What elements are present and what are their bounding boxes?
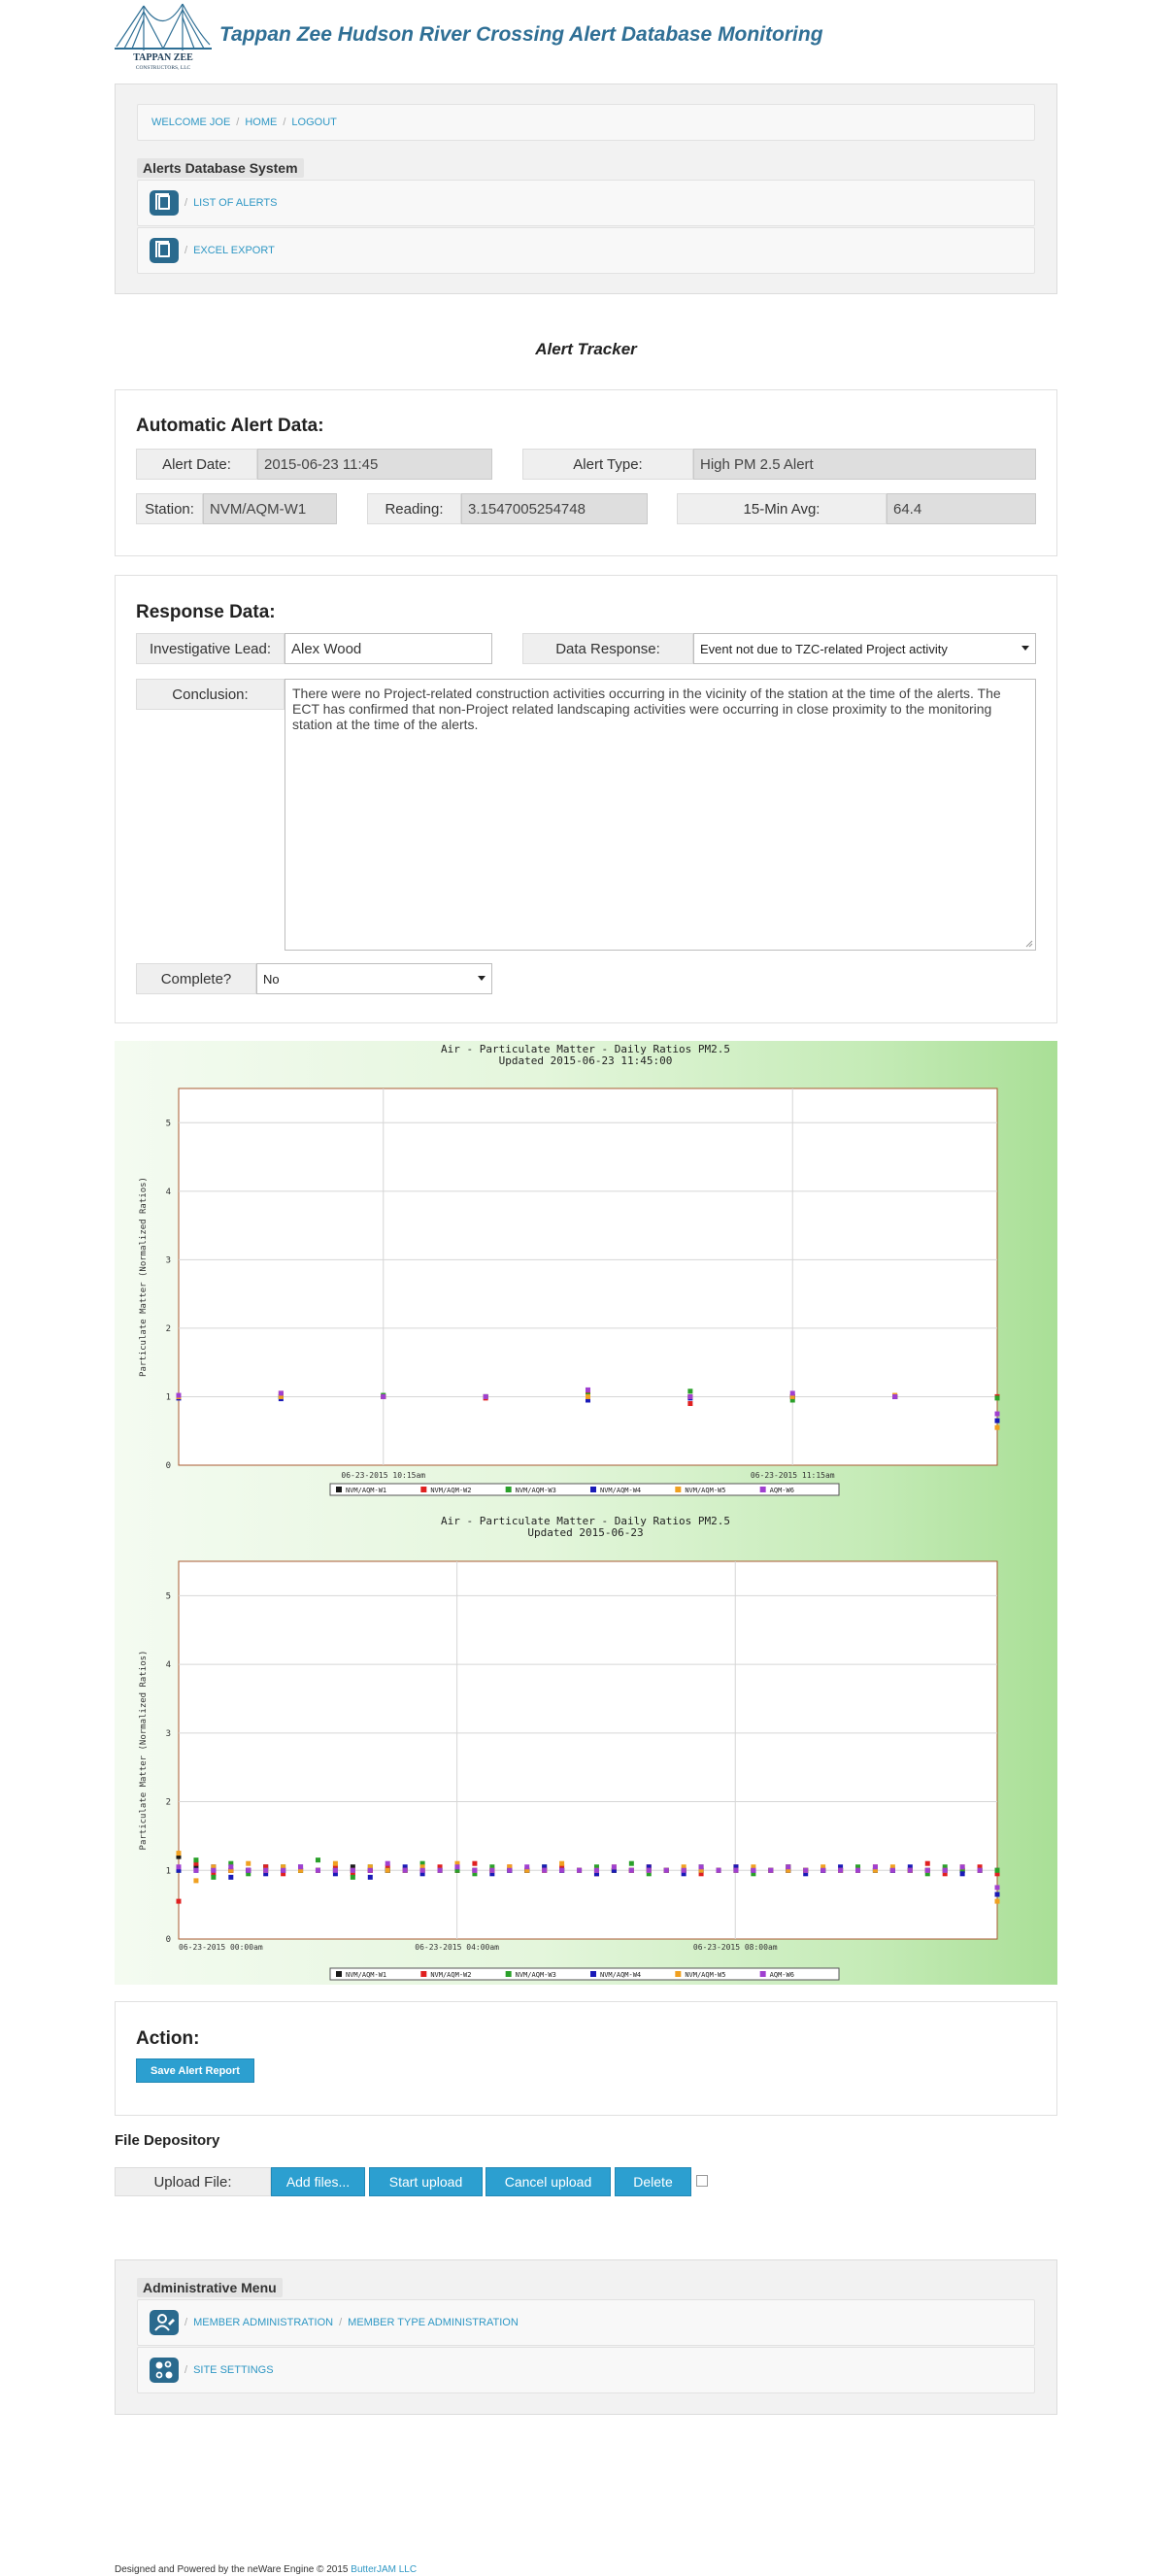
data-point [978, 1868, 983, 1873]
legend-label: AQM-W6 [769, 1971, 794, 1979]
data-point [786, 1864, 790, 1869]
complete-label: Complete? [136, 963, 256, 994]
legend-label: NVM/AQM-W3 [515, 1487, 556, 1494]
data-point [542, 1868, 547, 1873]
legend-label: AQM-W6 [769, 1487, 794, 1494]
data-point [960, 1871, 965, 1876]
legend-swatch [336, 1971, 342, 1977]
page-title: Alert Tracker [535, 340, 637, 358]
legend-swatch [420, 1487, 426, 1492]
data-point [177, 1393, 182, 1398]
save-alert-report-button[interactable]: Save Alert Report [136, 2058, 254, 2083]
y-tick-label: 3 [165, 1255, 171, 1266]
resize-handle-icon[interactable] [1025, 940, 1033, 948]
chart-title: Air - Particulate Matter - Daily Ratios PM2.5 [440, 1515, 731, 1527]
legend-label: NVM/AQM-W5 [685, 1971, 726, 1979]
footer [115, 2564, 417, 2575]
data-point [803, 1868, 808, 1873]
legend-swatch [336, 1487, 342, 1492]
data-point [855, 1868, 860, 1873]
data-point [279, 1390, 284, 1395]
legend-swatch [675, 1487, 681, 1492]
data-point [995, 1868, 1000, 1873]
data-point [246, 1861, 251, 1866]
y-tick-label: 4 [165, 1187, 171, 1197]
breadcrumb-welcome[interactable]: WELCOME JOE [151, 117, 231, 128]
data-point [995, 1892, 1000, 1897]
data-point [177, 1864, 182, 1869]
data-point [211, 1875, 216, 1880]
reading-label: Reading: [367, 493, 461, 524]
data-point [594, 1868, 599, 1873]
logo-text: TAPPAN ZEE [133, 52, 193, 63]
data-point [333, 1868, 338, 1873]
investigative-lead-input[interactable]: Alex Wood [285, 633, 492, 664]
chevron-down-icon [478, 976, 486, 981]
data-point [995, 1899, 1000, 1904]
plot-area [179, 1561, 997, 1939]
site-title: Tappan Zee Hudson River Crossing Alert Database Monitoring [219, 23, 823, 46]
data-point [193, 1868, 198, 1873]
data-response-value: Event not due to TZC-related Project activity [700, 641, 948, 656]
legend-label: NVM/AQM-W5 [685, 1487, 726, 1494]
y-tick-label: 0 [165, 1935, 171, 1945]
data-point [629, 1861, 634, 1866]
legend-label: NVM/AQM-W2 [430, 1487, 472, 1494]
data-point [316, 1868, 320, 1873]
data-point [559, 1868, 564, 1873]
data-point [489, 1868, 494, 1873]
data-point [368, 1868, 373, 1873]
charts-container [115, 1041, 1057, 1985]
alerts-section-label: Alerts Database System [137, 160, 304, 178]
chart-title: Air - Particulate Matter - Daily Ratios PM2.5 [440, 1043, 731, 1055]
data-point [890, 1868, 895, 1873]
data-point [925, 1861, 930, 1866]
data-point [484, 1394, 488, 1399]
data-point [351, 1868, 355, 1873]
data-point [281, 1868, 285, 1873]
data-point [960, 1864, 965, 1869]
breadcrumb-logout[interactable]: LOGOUT [291, 117, 337, 128]
add-files-button[interactable]: Add files... [271, 2167, 365, 2196]
data-point [385, 1861, 390, 1866]
data-point [454, 1864, 459, 1869]
x-tick-label: 06-23-2015 08:00am [692, 1943, 778, 1952]
data-point [586, 1394, 590, 1399]
action-heading: Action: [136, 2028, 200, 2049]
nav-link-list-of-alerts[interactable]: LIST OF ALERTS [193, 197, 278, 209]
data-response-select[interactable] [693, 633, 1036, 664]
data-point [995, 1419, 1000, 1423]
data-point [838, 1868, 843, 1873]
data-point [246, 1868, 251, 1873]
data-point [385, 1868, 390, 1873]
response-heading: Response Data: [136, 602, 276, 622]
legend-swatch [506, 1487, 512, 1492]
x-tick-label: 06-23-2015 04:00am [415, 1943, 499, 1952]
upload-file-label: Upload File: [115, 2167, 271, 2196]
data-point [420, 1868, 425, 1873]
legend-swatch [506, 1971, 512, 1977]
station-label: Station: [136, 493, 203, 524]
data-point [333, 1861, 338, 1866]
alert-date-field: 2015-06-23 11:45 [257, 449, 492, 480]
data-point [790, 1390, 795, 1395]
x-tick-label: 06-23-2015 11:15am [750, 1471, 835, 1480]
data-point [193, 1878, 198, 1883]
nav-item-excel-export[interactable]: / EXCEL EXPORT [137, 227, 1035, 274]
data-point [612, 1864, 617, 1869]
station-field: NVM/AQM-W1 [203, 493, 337, 524]
data-point [699, 1864, 704, 1869]
chevron-down-icon [1021, 646, 1029, 651]
footer-text: Designed and Powered by the neWare Engine © 2015 [115, 2564, 352, 2575]
alerts-nav-panel [115, 84, 1057, 294]
data-point [943, 1868, 948, 1873]
legend-label: NVM/AQM-W1 [346, 1487, 387, 1494]
admin-section-label: Administrative Menu [137, 2280, 283, 2297]
chart-subtitle: Updated 2015-06-23 [527, 1526, 644, 1539]
data-point [995, 1425, 1000, 1430]
gear-icon [150, 2358, 179, 2383]
select-all-checkbox[interactable] [696, 2175, 708, 2187]
chart-subtitle: Updated 2015-06-23 11:45:00 [498, 1054, 673, 1067]
data-point [577, 1868, 582, 1873]
data-point [228, 1875, 233, 1880]
data-point [263, 1868, 268, 1873]
data-point [211, 1868, 216, 1873]
data-point [925, 1868, 930, 1873]
data-point [687, 1388, 692, 1393]
conclusion-text: There were no Project-related construction activities occurring in the vicinity of the station at the time of the alerts. The ECT has confirmed that non-Project related landscaping activities were occurring in close proximity to the monitoring station at the time of the alerts. [292, 686, 1001, 732]
data-point [733, 1868, 738, 1873]
response-section [115, 575, 1057, 1023]
conclusion-label: Conclusion: [136, 679, 285, 710]
legend-swatch [590, 1971, 596, 1977]
footer-link[interactable]: ButterJAM LLC [351, 2564, 418, 2575]
data-point [177, 1899, 182, 1904]
action-section [115, 2001, 1057, 2116]
data-point [403, 1868, 408, 1873]
data-point [559, 1861, 564, 1866]
data-point [316, 1857, 320, 1862]
data-point [524, 1864, 529, 1869]
document-icon [150, 238, 179, 263]
legend-swatch [420, 1971, 426, 1977]
data-point [472, 1868, 477, 1873]
automatic-alert-section [115, 389, 1057, 556]
data-point [717, 1868, 721, 1873]
data-point [682, 1868, 686, 1873]
start-upload-button[interactable]: Start upload [369, 2167, 483, 2196]
file-depository-heading: File Depository [115, 2132, 220, 2149]
y-tick-label: 0 [165, 1461, 171, 1471]
alert-date-label: Alert Date: [136, 449, 257, 480]
y-tick-label: 3 [165, 1728, 171, 1739]
x-tick-label: 06-23-2015 00:00am [179, 1943, 263, 1952]
data-point [629, 1868, 634, 1873]
data-point [892, 1394, 897, 1399]
alert-type-label: Alert Type: [522, 449, 693, 480]
data-point [908, 1868, 913, 1873]
y-tick-label: 2 [165, 1323, 171, 1334]
y-tick-label: 1 [165, 1866, 171, 1877]
data-point [995, 1395, 1000, 1400]
avg-label: 15-Min Avg: [677, 493, 887, 524]
legend-swatch [675, 1971, 681, 1977]
data-point [995, 1885, 1000, 1890]
pm25-charts [115, 1041, 1057, 1985]
legend-swatch [590, 1487, 596, 1492]
alert-type-field: High PM 2.5 Alert [693, 449, 1036, 480]
users-icon [150, 2310, 179, 2335]
legend-label: NVM/AQM-W3 [515, 1971, 556, 1979]
tappan-zee-logo-icon [115, 2, 212, 72]
x-tick-label: 06-23-2015 10:15am [341, 1471, 426, 1480]
document-icon [150, 190, 179, 216]
data-point [873, 1864, 878, 1869]
data-point [586, 1388, 590, 1392]
complete-select[interactable] [256, 963, 492, 994]
data-point [507, 1868, 512, 1873]
conclusion-textarea[interactable] [285, 679, 1036, 951]
data-point [751, 1868, 755, 1873]
breadcrumb-home[interactable]: HOME [245, 117, 278, 128]
data-point [177, 1851, 182, 1856]
data-point [193, 1857, 198, 1862]
legend-swatch [760, 1971, 766, 1977]
breadcrumb: WELCOME JOE / HOME / LOGOUT [137, 104, 1035, 141]
data-point [228, 1864, 233, 1869]
nav-link-excel-export[interactable]: EXCEL EXPORT [193, 245, 275, 256]
y-tick-label: 5 [165, 1119, 171, 1129]
data-response-label: Data Response: [522, 633, 693, 664]
data-point [820, 1868, 825, 1873]
avg-field: 64.4 [887, 493, 1036, 524]
automatic-alert-heading: Automatic Alert Data: [136, 416, 324, 436]
data-point [687, 1394, 692, 1399]
legend-label: NVM/AQM-W1 [346, 1971, 387, 1979]
data-point [368, 1875, 373, 1880]
data-point [768, 1868, 773, 1873]
delete-button[interactable]: Delete [615, 2167, 691, 2196]
y-axis-label: Particulate Matter (Normalized Ratios) [139, 1650, 149, 1851]
y-tick-label: 1 [165, 1392, 171, 1403]
nav-item-list-of-alerts[interactable]: / LIST OF ALERTS [137, 180, 1035, 226]
site-header [115, 0, 1066, 74]
data-point [995, 1412, 1000, 1417]
link-site-settings[interactable]: SITE SETTINGS [193, 2364, 274, 2376]
admin-item-site-settings[interactable]: / SITE SETTINGS [137, 2347, 1035, 2393]
data-point [664, 1868, 669, 1873]
legend-label: NVM/AQM-W2 [430, 1971, 472, 1979]
data-point [351, 1875, 355, 1880]
legend-swatch [760, 1487, 766, 1492]
investigative-lead-label: Investigative Lead: [136, 633, 285, 664]
legend-label: NVM/AQM-W4 [600, 1971, 642, 1979]
reading-field: 3.1547005254748 [461, 493, 648, 524]
y-tick-label: 5 [165, 1591, 171, 1602]
data-point [298, 1864, 303, 1869]
legend-label: NVM/AQM-W4 [600, 1487, 642, 1494]
data-point [687, 1401, 692, 1406]
logo-subtext: CONSTRUCTORS, LLC [135, 65, 191, 71]
data-point [438, 1868, 443, 1873]
admin-item-members[interactable]: / MEMBER ADMINISTRATION / MEMBER TYPE ADMINISTRATION [137, 2299, 1035, 2346]
link-member-administration[interactable]: MEMBER ADMINISTRATION [193, 2317, 334, 2328]
plot-area [179, 1088, 997, 1465]
y-tick-label: 2 [165, 1797, 171, 1808]
data-point [647, 1868, 652, 1873]
data-point [472, 1861, 477, 1866]
link-member-type-administration[interactable]: MEMBER TYPE ADMINISTRATION [348, 2317, 519, 2328]
y-tick-label: 4 [165, 1660, 171, 1671]
complete-value: No [263, 971, 280, 987]
cancel-upload-button[interactable]: Cancel upload [486, 2167, 611, 2196]
y-axis-label: Particulate Matter (Normalized Ratios) [139, 1177, 149, 1377]
admin-menu-panel [115, 2259, 1057, 2415]
data-point [381, 1394, 385, 1399]
